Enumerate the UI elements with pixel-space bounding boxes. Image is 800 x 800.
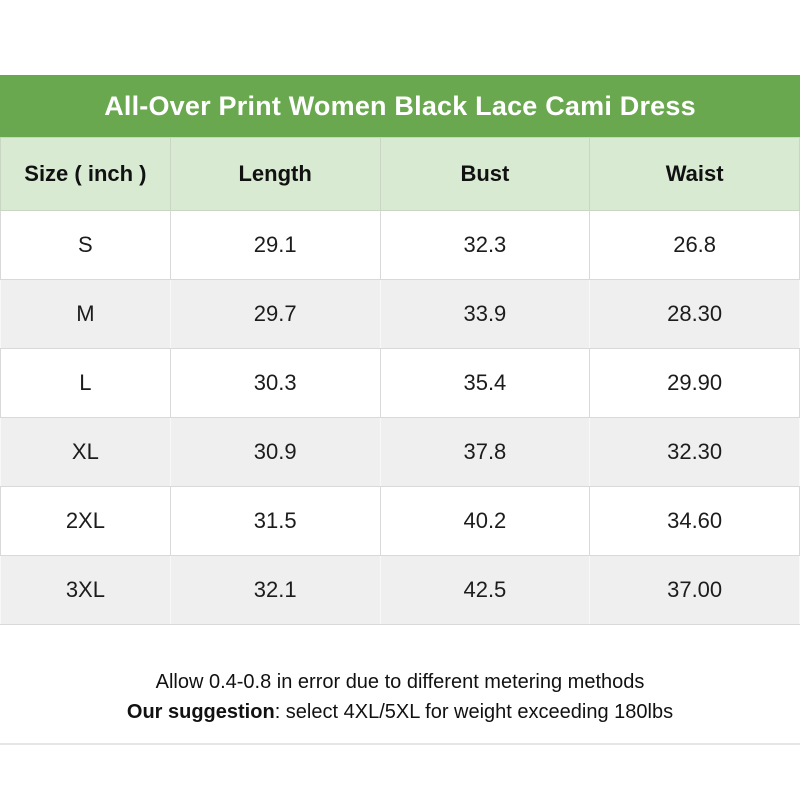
size-cell: 2XL <box>1 487 171 556</box>
table-row-s <box>1 211 800 280</box>
table-row-l <box>1 349 800 418</box>
top-whitespace <box>0 0 800 75</box>
bottom-divider <box>0 743 800 745</box>
column-header-waist: Waist <box>590 138 800 211</box>
column-header-bust: Bust <box>380 138 590 211</box>
table-row-xl <box>1 418 800 487</box>
length-cell: 30.9 <box>170 418 380 487</box>
length-cell: 30.3 <box>170 349 380 418</box>
size-cell: L <box>1 349 171 418</box>
table-row-3xl <box>1 556 800 625</box>
footer-note-line1: Allow 0.4-0.8 in error due to different metering methods <box>155 671 645 693</box>
column-header-size: Size ( inch ) <box>1 138 171 211</box>
bust-cell: 32.3 <box>380 211 590 280</box>
waist-cell: 26.8 <box>590 211 800 280</box>
table-row-m <box>1 280 800 349</box>
column-header-length: Length <box>170 138 380 211</box>
header-row <box>1 138 800 211</box>
length-cell: 29.7 <box>170 280 380 349</box>
waist-cell: 37.00 <box>590 556 800 625</box>
waist-cell: 29.90 <box>590 349 800 418</box>
bust-cell: 33.9 <box>380 280 590 349</box>
length-cell: 29.1 <box>170 211 380 280</box>
size-chart-table <box>0 137 800 625</box>
page-title: All-Over Print Women Black Lace Cami Dress <box>104 90 696 121</box>
size-cell: S <box>1 211 171 280</box>
bust-cell: 40.2 <box>380 487 590 556</box>
waist-cell: 34.60 <box>590 487 800 556</box>
size-chart-title-bar <box>0 75 800 137</box>
size-cell: 3XL <box>1 556 171 625</box>
footer-suggestion-label: Our suggestion <box>126 701 275 723</box>
waist-cell: 28.30 <box>590 280 800 349</box>
size-cell: M <box>1 280 171 349</box>
footer-note-line2 <box>0 697 800 727</box>
length-cell: 32.1 <box>170 556 380 625</box>
bust-cell: 42.5 <box>380 556 590 625</box>
footer-note <box>0 667 800 727</box>
footer-suggestion-text: : select 4XL/5XL for weight exceeding 180lbs <box>274 701 674 723</box>
table-row-2xl <box>1 487 800 556</box>
size-cell: XL <box>1 418 171 487</box>
waist-cell: 32.30 <box>590 418 800 487</box>
bust-cell: 35.4 <box>380 349 590 418</box>
length-cell: 31.5 <box>170 487 380 556</box>
bust-cell: 37.8 <box>380 418 590 487</box>
